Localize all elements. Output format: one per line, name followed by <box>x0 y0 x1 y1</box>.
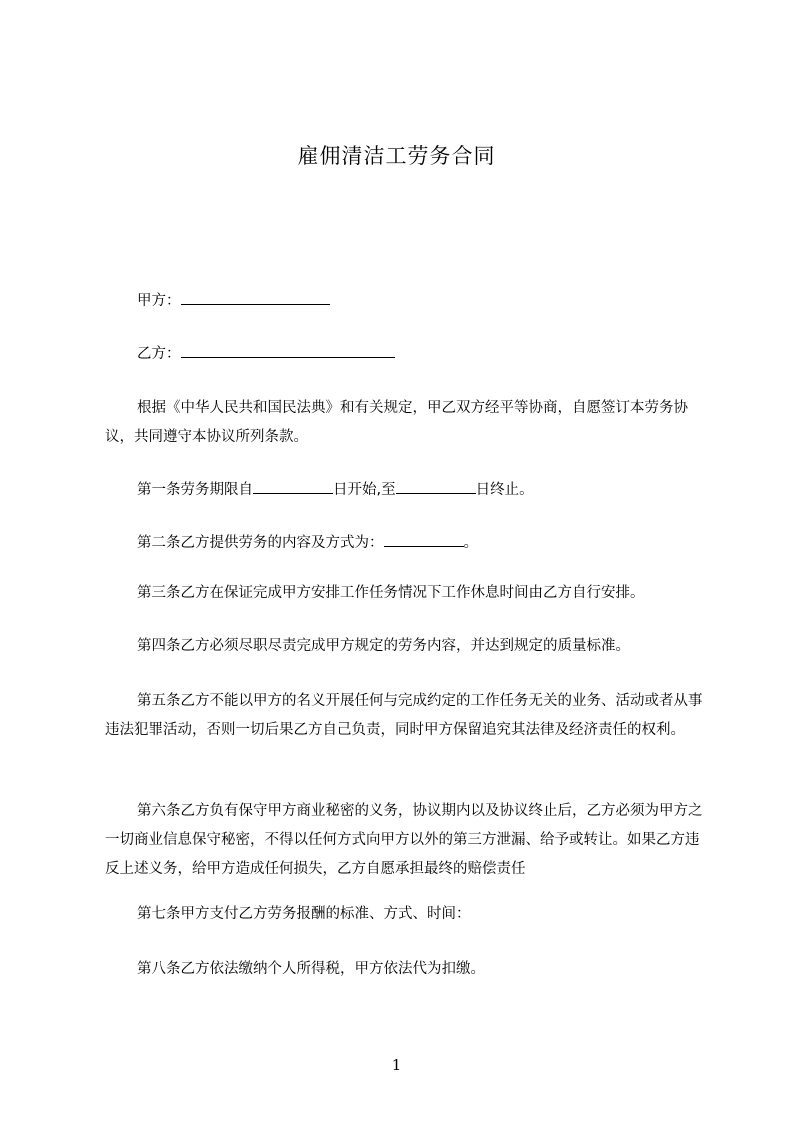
party-a-line <box>137 289 330 312</box>
article-7: 第七条甲方支付乙方劳务报酬的标准、方式、时间： <box>137 906 471 922</box>
party-b-line <box>137 342 395 365</box>
article-1 <box>137 478 534 501</box>
article-5: 第五条乙方不能以甲方的名义开展任何与完成约定的工作任务无关的业务、活动或者从事违法犯罪活动，否则一切后果乙方自己负责，同时甲方保留追究其法律及经济责任的权利。 <box>105 693 703 738</box>
article-1-suffix: 日终止。 <box>475 482 534 498</box>
article-4: 第四条乙方必须尽职尽责完成甲方规定的劳务内容，并达到规定的质量标准。 <box>137 638 630 654</box>
article-1-middle: 日开始,至 <box>333 482 396 498</box>
article-2-suffix: 。 <box>463 535 478 551</box>
article-2-blank <box>384 531 464 547</box>
article-1-start-blank <box>253 478 333 494</box>
preamble-paragraph: 根据《中华人民共和国民法典》和有关规定，甲乙双方经平等协商，自愿签订本劳务协议，共同遵守本协议所列条款。 <box>105 400 688 445</box>
party-b-blank <box>181 342 395 358</box>
document-title: 雇佣清洁工劳务合同 <box>297 144 496 168</box>
article-2 <box>137 531 478 554</box>
article-1-end-blank <box>396 478 476 494</box>
party-a-blank <box>181 289 330 305</box>
article-3: 第三条乙方在保证完成甲方安排工作任务情况下工作休息时间由乙方自行安排。 <box>137 585 645 601</box>
party-b-label: 乙方： <box>137 346 181 362</box>
article-8: 第八条乙方依法缴纳个人所得税，甲方依法代为扣缴。 <box>137 961 485 977</box>
party-a-label: 甲方： <box>137 293 181 309</box>
page-number: 1 <box>391 1056 402 1074</box>
article-1-prefix: 第一条劳务期限自 <box>137 482 253 498</box>
article-2-prefix: 第二条乙方提供劳务的内容及方式为： <box>137 535 384 551</box>
article-6: 第六条乙方负有保守甲方商业秘密的义务，协议期内以及协议终止后，乙方必须为甲方之一切商业信息保守秘密，不得以任何方式向甲方以外的第三方泄漏、给予或转让。如果乙方违反上述义务，给甲方造成任何损失，乙方自愿承担最终的赔偿责任 <box>105 803 703 877</box>
